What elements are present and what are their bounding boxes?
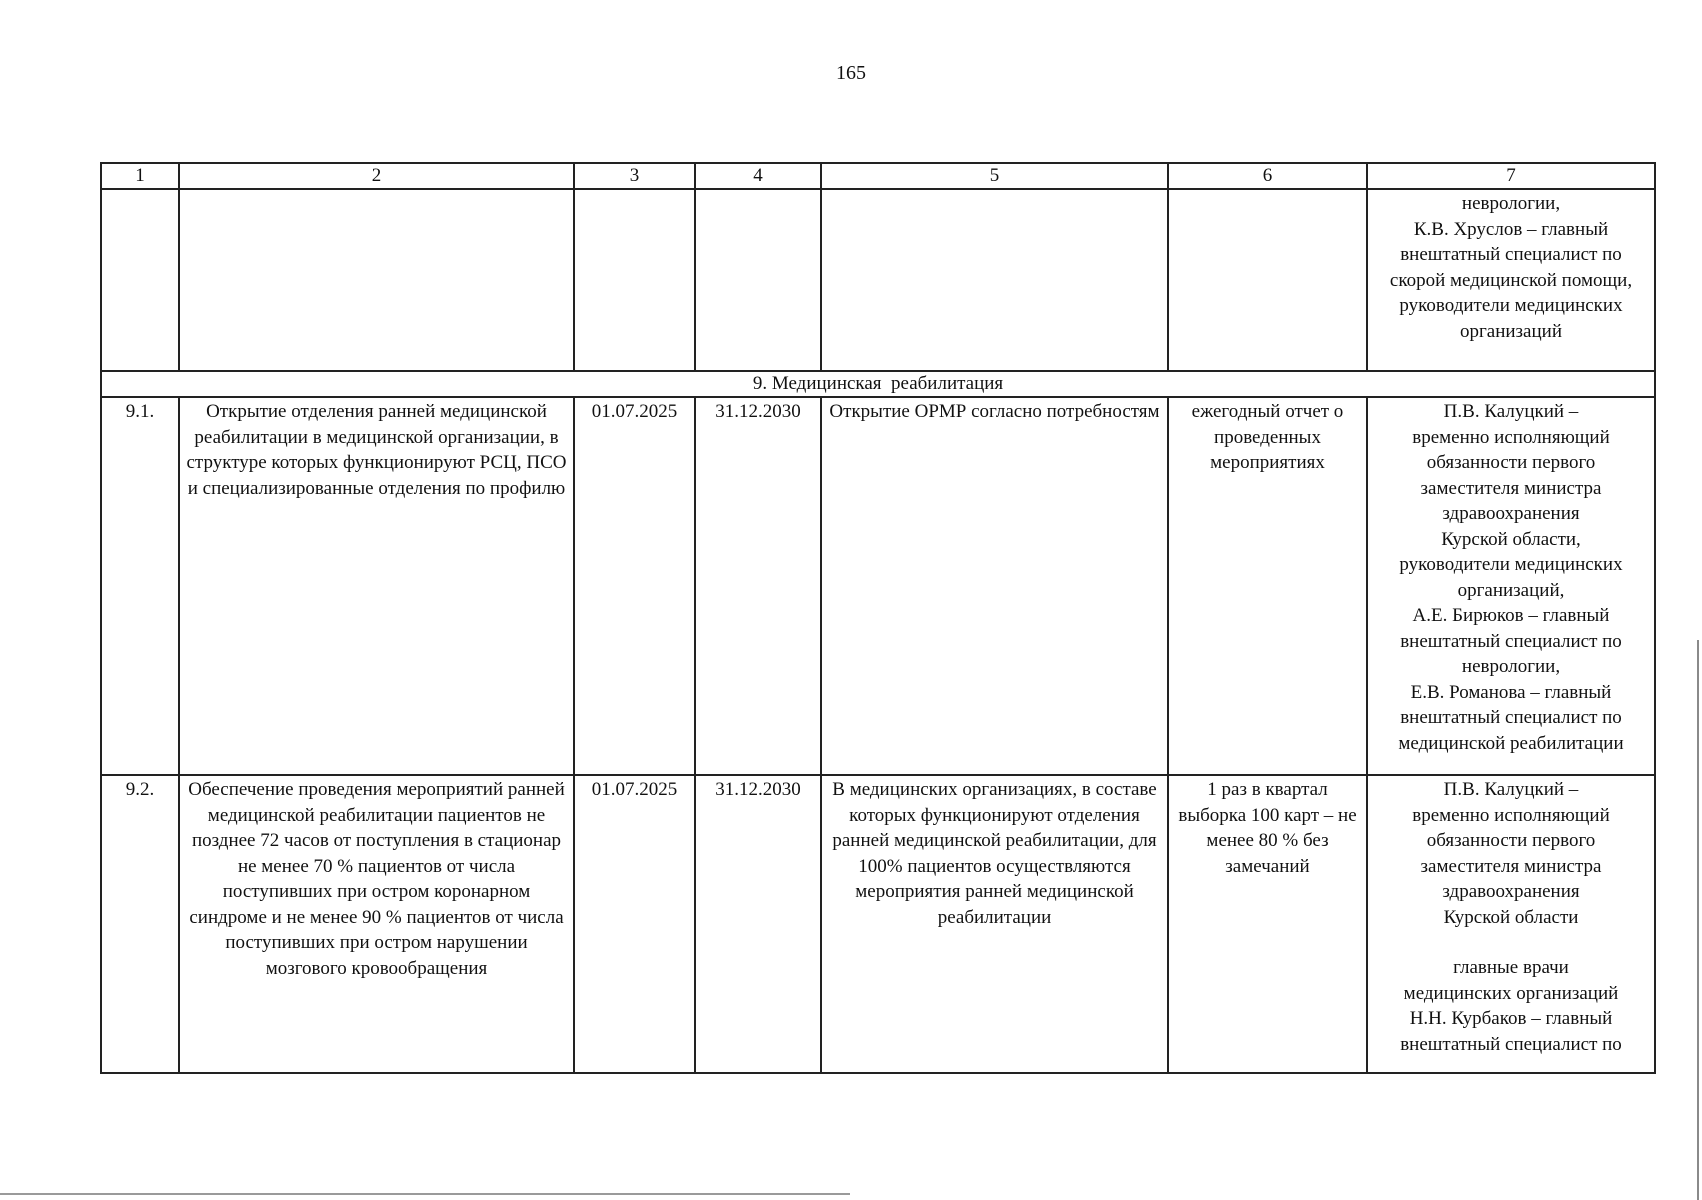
section-title: 9. Медицинская реабилитация bbox=[101, 371, 1655, 397]
cell-control: 1 раз в квартал выборка 100 карт – не менее 80 % без замечаний bbox=[1168, 775, 1367, 1073]
table-row bbox=[101, 397, 1655, 775]
cell-start bbox=[574, 189, 695, 371]
table-header-row bbox=[101, 163, 1655, 189]
table-row bbox=[101, 775, 1655, 1073]
responsible-line: здравоохранения bbox=[1442, 503, 1580, 524]
responsible-line: Курской области bbox=[1443, 906, 1579, 928]
cell-responsible bbox=[1367, 775, 1655, 1073]
responsible-line-blank bbox=[1373, 930, 1649, 955]
responsible-line: П.В. Калуцкий – bbox=[1443, 779, 1579, 800]
responsible-line: Е.В. Романова – главный bbox=[1410, 681, 1612, 703]
cell-end bbox=[695, 189, 821, 371]
cell-end: 31.12.2030 bbox=[695, 397, 821, 775]
responsible-lines bbox=[1373, 777, 1649, 1057]
responsible-line: заместителя министра bbox=[1420, 855, 1602, 877]
cell-result: Открытие ОРМР согласно потребностям bbox=[821, 397, 1168, 775]
cell-action bbox=[179, 189, 574, 371]
responsible-line: Курской области, bbox=[1441, 528, 1581, 550]
responsible-line: медицинской реабилитации bbox=[1398, 732, 1624, 754]
cell-action: Обеспечение проведения мероприятий ранней медицинской реабилитации пациентов не позднее 72 часов от поступления в стационар не менее 70 % пациентов от числа поступивших при остром коронарном синдроме и не менее 90 % пациентов от числа поступивших при остром нарушении мозгового кровообращения bbox=[179, 775, 574, 1073]
responsible-line: неврологии, bbox=[1461, 656, 1561, 677]
scan-artifact-edge bbox=[1697, 640, 1699, 1200]
responsible-line: заместителя министра bbox=[1420, 477, 1602, 499]
cell-end: 31.12.2030 bbox=[695, 775, 821, 1073]
cell-number: 9.2. bbox=[101, 775, 179, 1073]
responsible-line: обязанности первого bbox=[1426, 830, 1596, 851]
responsible-line: временно исполняющий bbox=[1412, 426, 1610, 448]
cell-control: ежегодный отчет о проведенных мероприятиях bbox=[1168, 397, 1367, 775]
column-header: 7 bbox=[1367, 163, 1655, 189]
responsible-line: временно исполняющий bbox=[1412, 804, 1610, 826]
column-header: 2 bbox=[179, 163, 574, 189]
responsible-line: внештатный специалист по bbox=[1400, 707, 1622, 728]
cell-responsible bbox=[1367, 397, 1655, 775]
responsible-line: внештатный специалист по bbox=[1400, 630, 1622, 652]
cell-number: 9.1. bbox=[101, 397, 179, 775]
responsible-line: руководители медицинских bbox=[1399, 554, 1623, 575]
cell-result bbox=[821, 189, 1168, 371]
responsible-line: обязанности первого bbox=[1426, 452, 1596, 473]
column-header: 4 bbox=[695, 163, 821, 189]
responsible-line: П.В. Калуцкий – bbox=[1443, 401, 1579, 422]
table-row-continuation bbox=[101, 189, 1655, 371]
cell-start: 01.07.2025 bbox=[574, 775, 695, 1073]
responsible-line: организаций, bbox=[1457, 579, 1565, 601]
responsible-line: А.Е. Бирюков – главный bbox=[1412, 605, 1610, 626]
plan-table bbox=[100, 162, 1656, 1074]
column-header: 6 bbox=[1168, 163, 1367, 189]
column-header: 5 bbox=[821, 163, 1168, 189]
section-row bbox=[101, 371, 1655, 397]
page-number: 165 bbox=[836, 62, 866, 84]
column-header: 3 bbox=[574, 163, 695, 189]
cell-action: Открытие отделения ранней медицинской реабилитации в медицинской организации, в структуре которых функционируют РСЦ, ПСО и специализированные отделения по профилю bbox=[179, 397, 574, 775]
responsible-line: здравоохранения bbox=[1442, 881, 1580, 902]
responsible-line: внештатный специалист по bbox=[1400, 1033, 1622, 1055]
responsible-line: главные врачи bbox=[1453, 957, 1569, 978]
cell-number bbox=[101, 189, 179, 371]
cell-responsible: неврологии, К.В. Хруслов – главный внештатный специалист по скорой медицинской помощи, руководители медицинских организаций bbox=[1367, 189, 1655, 371]
column-header: 1 bbox=[101, 163, 179, 189]
responsible-line: медицинских организаций bbox=[1403, 982, 1619, 1004]
cell-control bbox=[1168, 189, 1367, 371]
responsible-line: Н.Н. Курбаков – главный bbox=[1409, 1008, 1613, 1029]
responsible-lines bbox=[1373, 399, 1649, 756]
cell-result: В медицинских организациях, в составе которых функционируют отделения ранней медицинской реабилитации, для 100% пациентов осуществляются мероприятия ранней медицинской реабилитации bbox=[821, 775, 1168, 1073]
scan-artifact-line bbox=[0, 1193, 850, 1195]
cell-start: 01.07.2025 bbox=[574, 397, 695, 775]
